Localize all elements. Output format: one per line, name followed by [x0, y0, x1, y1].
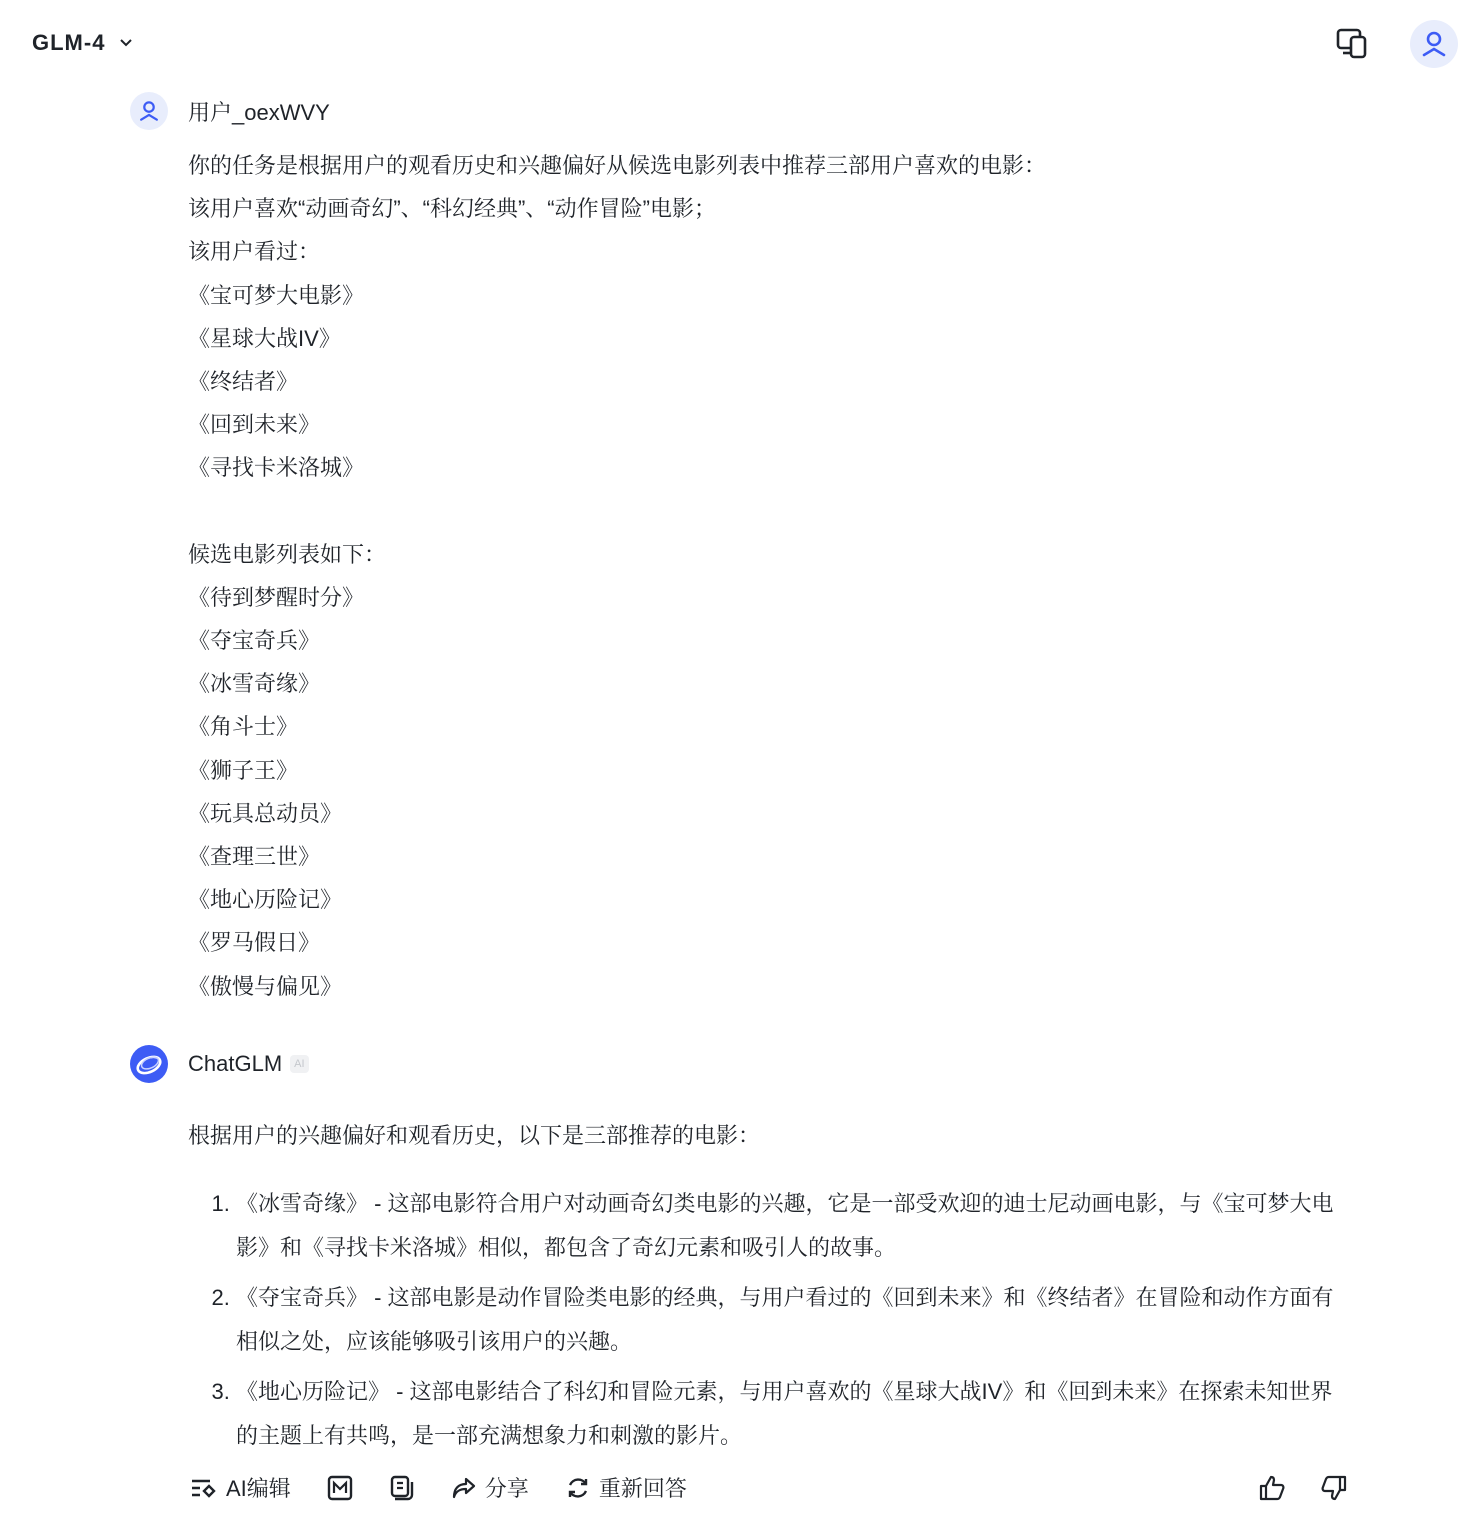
share-icon — [451, 1476, 477, 1500]
share-label: 分享 — [484, 1476, 529, 1501]
user-text-line: 《地心历险记》 — [188, 887, 343, 913]
user-text-line: 该用户喜欢“动画奇幻”、“科幻经典”、“动作冒险”电影； — [188, 196, 716, 222]
user-text-line: 《终结者》 — [188, 368, 299, 394]
devices-icon — [1334, 26, 1370, 62]
assistant-name: ChatGLM — [188, 1051, 283, 1076]
user-icon — [138, 100, 160, 122]
list-item: 3. 《地心历险记》 - 这部电影结合了科幻和冒险元素，与用户喜欢的《星球大战IV》和《回到未来》在探索未知世界的主题上有共鸣，是一部充满想象力和刺激的影片。 — [236, 1370, 1348, 1458]
user-text-line — [188, 490, 1046, 533]
thumbs-up-icon[interactable] — [1258, 1474, 1286, 1502]
user-text-line: 《狮子王》 — [188, 757, 299, 783]
user-text-line: 《冰雪奇缘》 — [188, 671, 321, 697]
user-text-line: 《夺宝奇兵》 — [188, 628, 321, 654]
ai-badge: AI — [290, 1055, 308, 1073]
user-text-line: 《宝可梦大电影》 — [188, 282, 365, 308]
chevron-down-icon — [119, 38, 133, 48]
user-message-header — [130, 92, 330, 130]
user-avatar[interactable] — [1410, 20, 1458, 68]
user-text-line: 《查理三世》 — [188, 844, 321, 869]
ai-edit-button[interactable] — [190, 1472, 291, 1503]
assistant-message-text — [188, 1114, 1348, 1464]
user-text-line: 《回到未来》 — [188, 412, 321, 438]
model-selector[interactable] — [32, 30, 133, 56]
assistant-message-header — [130, 1045, 309, 1083]
user-message-text — [188, 144, 1046, 1008]
thumbs-down-icon[interactable] — [1320, 1474, 1348, 1502]
user-text-line: 《角斗士》 — [188, 714, 299, 740]
markdown-button[interactable] — [327, 1475, 353, 1501]
copy-button[interactable] — [389, 1475, 415, 1501]
user-avatar-small — [130, 92, 168, 130]
model-name: GLM-4 — [32, 30, 106, 55]
user-text-line: 《星球大战IV》 — [188, 325, 341, 351]
username: 用户_oexWVY — [188, 99, 330, 125]
list-item: 1. 《冰雪奇缘》 - 这部电影符合用户对动画奇幻类电影的兴趣，它是一部受欢迎的迪士尼动画电影，与《宝可梦大电影》和《寻找卡米洛城》相似，都包含了奇幻元素和吸引人的故事。 — [236, 1182, 1348, 1270]
copy-icon — [389, 1475, 415, 1501]
devices-button[interactable] — [1334, 26, 1370, 62]
user-text-line: 《待到梦醒时分》 — [188, 584, 365, 610]
chatglm-logo-icon — [130, 1045, 168, 1083]
user-text-line: 该用户看过： — [188, 239, 321, 265]
user-text-line: 候选电影列表如下： — [188, 541, 387, 567]
header — [0, 0, 1472, 88]
ai-edit-label: AI编辑 — [226, 1476, 291, 1501]
user-text-line: 《玩具总动员》 — [188, 800, 343, 826]
list-item: 2. 《夺宝奇兵》 - 这部电影是动作冒险类电影的经典，与用户看过的《回到未来》和《终结者》在冒险和动作方面有相似之处，应该能够吸引该用户的兴趣。 — [236, 1276, 1348, 1364]
answer-intro: 根据用户的兴趣偏好和观看历史，以下是三部推荐的电影： — [188, 1123, 761, 1148]
feedback-buttons — [1258, 1474, 1348, 1502]
user-icon — [1420, 30, 1448, 58]
regenerate-button[interactable] — [565, 1472, 687, 1503]
regenerate-label: 重新回答 — [598, 1476, 687, 1501]
markdown-icon — [327, 1475, 353, 1501]
recommendation-list — [188, 1182, 1348, 1458]
user-text-line: 《罗马假日》 — [188, 930, 321, 956]
share-button[interactable] — [451, 1472, 529, 1503]
refresh-icon — [565, 1475, 591, 1501]
message-toolbar — [190, 1472, 723, 1503]
user-text-line: 《傲慢与偏见》 — [188, 973, 343, 999]
user-text-line: 《寻找卡米洛城》 — [188, 455, 365, 481]
user-text-line: 你的任务是根据用户的观看历史和兴趣偏好从候选电影列表中推荐三部用户喜欢的电影： — [188, 153, 1047, 178]
ai-edit-icon — [190, 1476, 218, 1500]
